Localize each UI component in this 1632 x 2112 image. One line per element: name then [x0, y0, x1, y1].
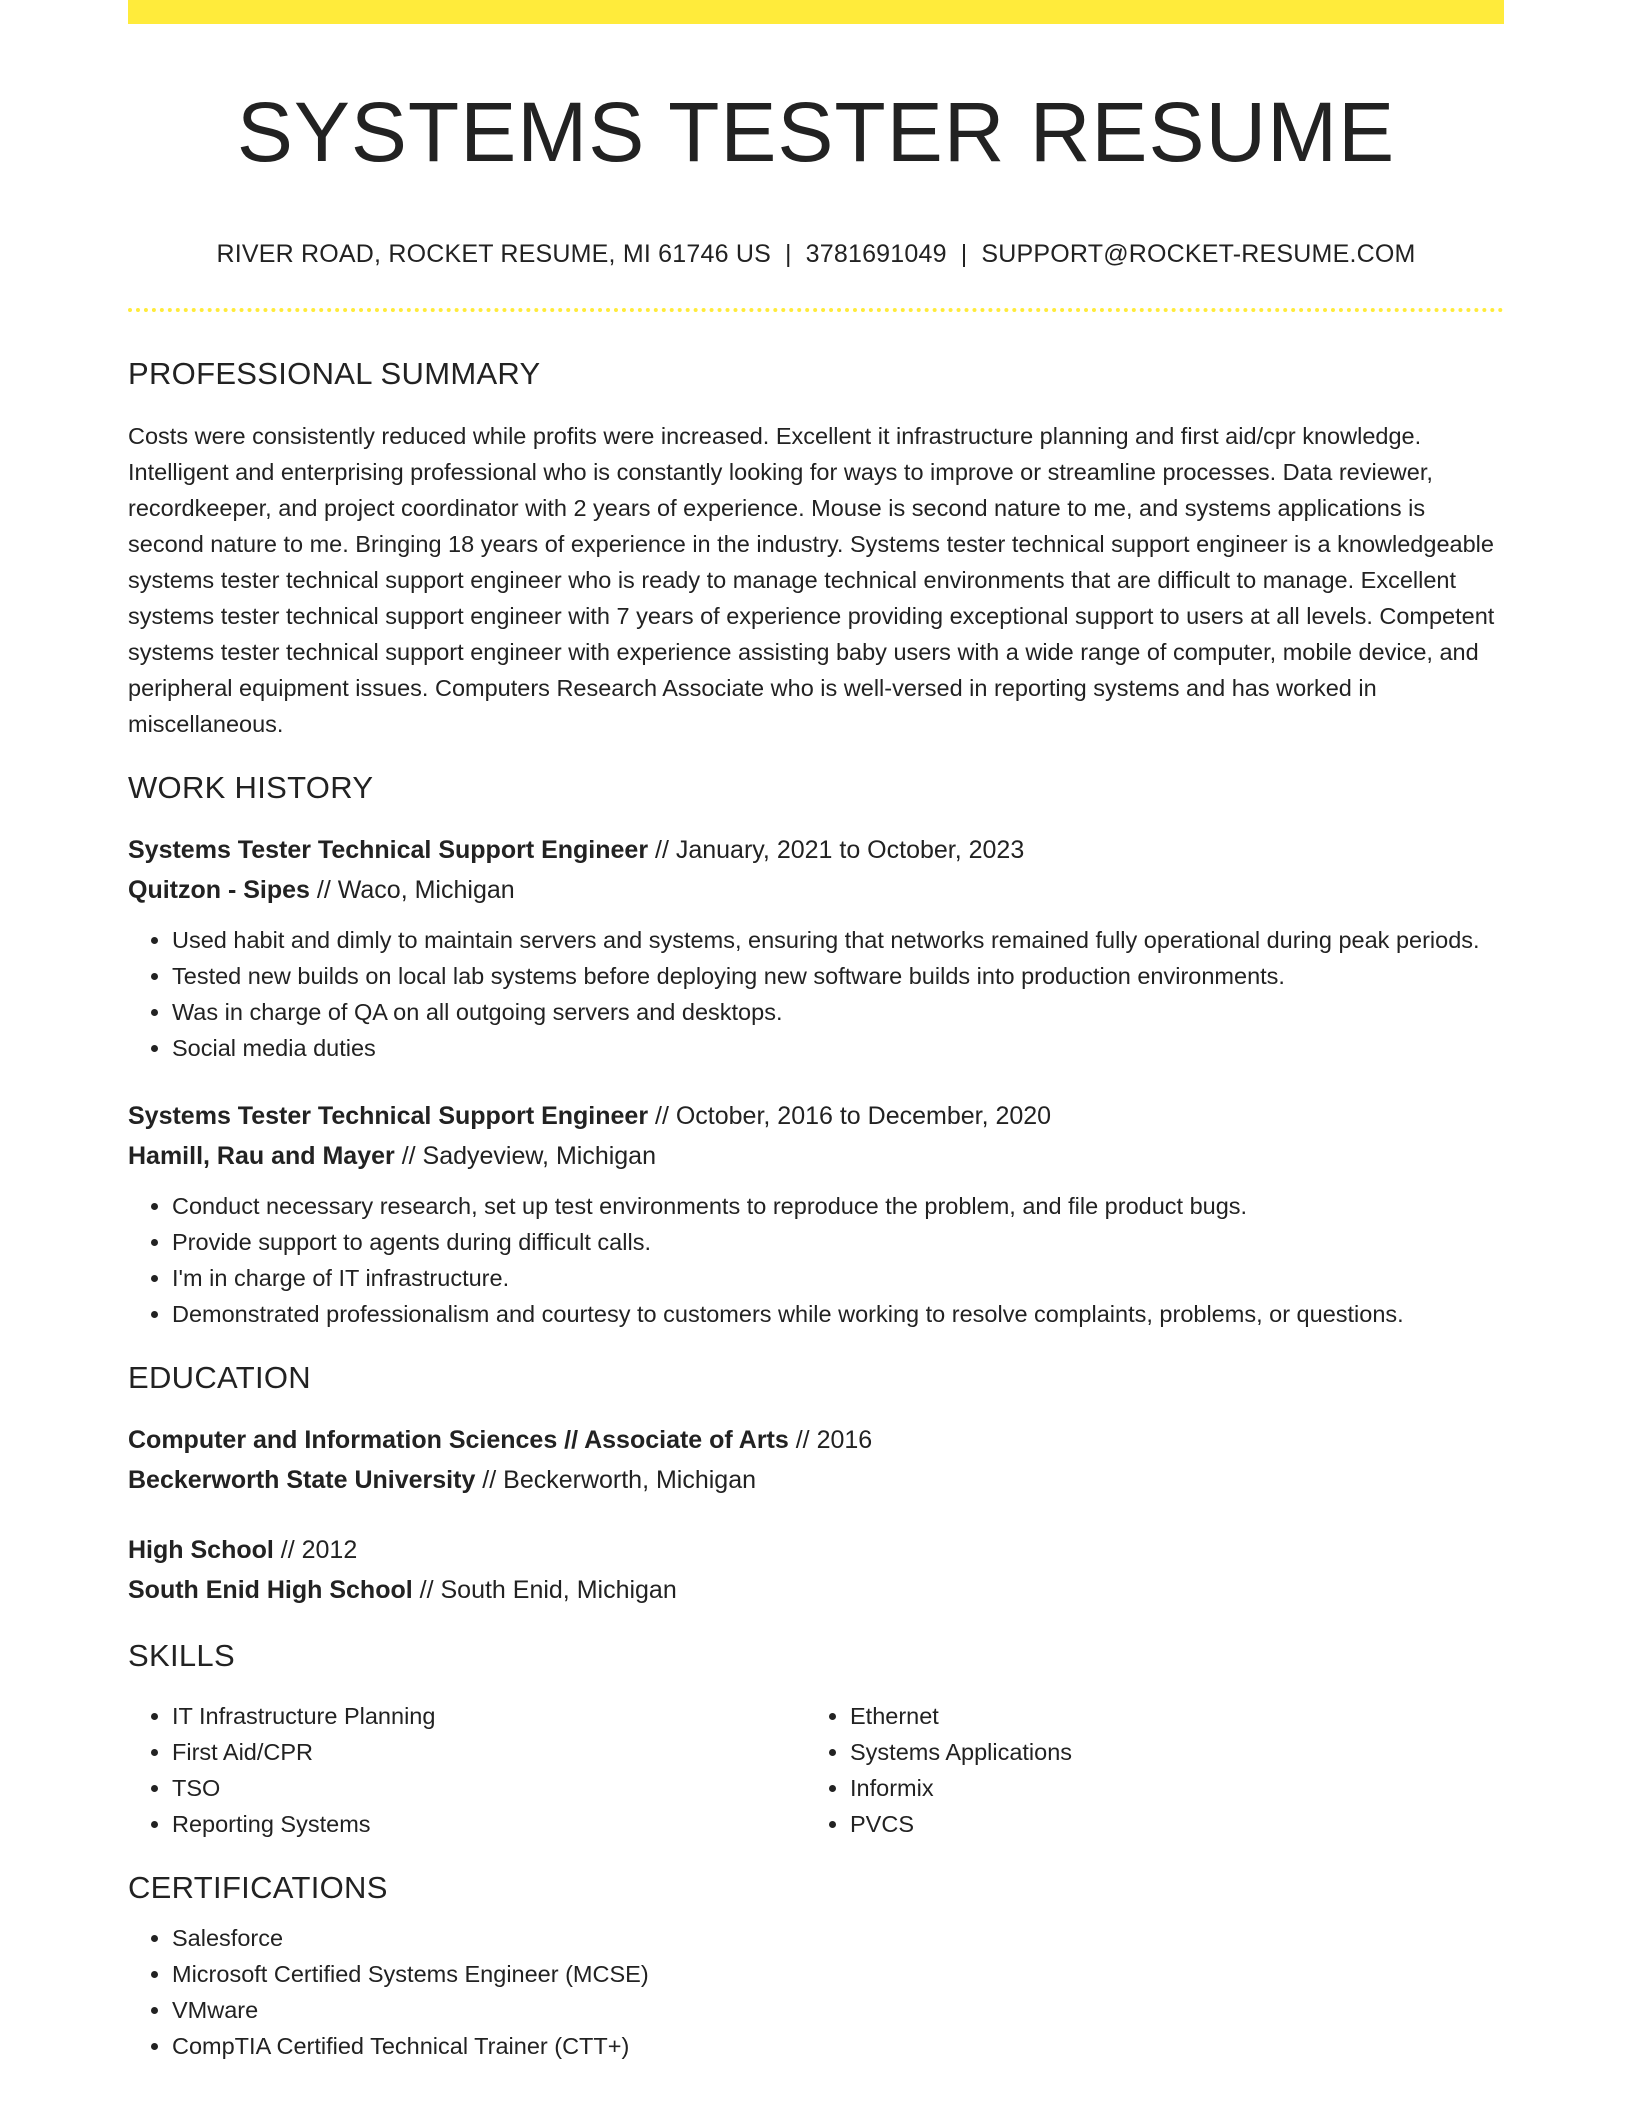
job-title-line [128, 1096, 1504, 1136]
section-heading-education: EDUCATION [128, 1360, 311, 1395]
section-heading-summary: PROFESSIONAL SUMMARY [128, 356, 541, 391]
degree-year: // 2016 [788, 1426, 873, 1454]
skill-item: • First Aid/CPR [172, 1734, 806, 1770]
school-line [128, 1570, 1504, 1610]
certification-item: • VMware [172, 1992, 1504, 2028]
school-location: // South Enid, Michigan [412, 1576, 677, 1604]
job-entry [128, 1096, 1504, 1332]
skill-item: • Ethernet [850, 1698, 1484, 1734]
job-bullet: • Demonstrated professionalism and courtesy to customers while working to resolve complaints, problems, or questions. [172, 1296, 1504, 1332]
job-company: Hamill, Rau and Mayer [128, 1142, 395, 1170]
degree-line [128, 1420, 1504, 1460]
job-location: // Sadyeview, Michigan [394, 1142, 656, 1170]
school: Beckerworth State University [128, 1466, 476, 1494]
summary-section [128, 354, 1504, 742]
skills-list-left [128, 1698, 806, 1842]
degree-year: // 2012 [273, 1536, 358, 1564]
education-entry [128, 1420, 1504, 1500]
resume-page [128, 0, 1504, 2064]
job-bullets [128, 1188, 1504, 1332]
job-title: Systems Tester Technical Support Engineer [128, 1102, 649, 1130]
job-company-line [128, 870, 1504, 910]
job-location: // Waco, Michigan [309, 876, 515, 904]
job-bullet: • Provide support to agents during difficult calls. [172, 1224, 1504, 1260]
school-location: // Beckerworth, Michigan [475, 1466, 757, 1494]
skill-item: • Informix [850, 1770, 1484, 1806]
degree-line [128, 1530, 1504, 1570]
skills-section [128, 1636, 1504, 1842]
job-entry [128, 830, 1504, 1066]
job-company-line [128, 1136, 1504, 1176]
school-line [128, 1460, 1504, 1500]
skill-item: • Systems Applications [850, 1734, 1484, 1770]
school: South Enid High School [128, 1576, 413, 1604]
skill-item: • PVCS [850, 1806, 1484, 1842]
resume-title: SYSTEMS TESTER RESUME [236, 85, 1396, 179]
degree: High School [128, 1536, 274, 1564]
job-title-line [128, 830, 1504, 870]
job-bullet: • Conduct necessary research, set up test environments to reproduce the problem, and file product bugs. [172, 1188, 1504, 1224]
section-heading-work-history: WORK HISTORY [128, 770, 374, 805]
job-dates: // January, 2021 to October, 2023 [648, 836, 1025, 864]
certification-item: • CompTIA Certified Technical Trainer (CTT+) [172, 2028, 1504, 2064]
contact-address: RIVER ROAD, ROCKET RESUME, MI 61746 US [216, 240, 771, 268]
job-bullet: • Tested new builds on local lab systems before deploying new software builds into production environments. [172, 958, 1504, 994]
education-section [128, 1358, 1504, 1610]
job-dates: // October, 2016 to December, 2020 [648, 1102, 1052, 1130]
accent-bar [128, 0, 1504, 24]
skill-item: • Reporting Systems [172, 1806, 806, 1842]
summary-text: Costs were consistently reduced while profits were increased. Excellent it infrastructure planning and first aid/cpr knowledge. Intelligent and enterprising professional who is constantly looking for ways to improve or streamline processes. Data reviewer, recordkeeper, and project coordinator with 2 years of experience. Mouse is second nature to me, and systems applications is second nature to me. Bringing 18 years of experience in the industry. Systems tester technical support engineer is a knowledgeable systems tester technical support engineer who is ready to manage technical environments that are difficult to manage. Excellent systems tester technical support engineer with 7 years of experience providing exceptional support to users at all levels. Competent systems tester technical support engineer with experience assisting baby users with a wide range of computer, mobile device, and peripheral equipment issues. Computers Research Associate who is well-versed in reporting systems and has worked in miscellaneous. [128, 423, 1495, 737]
job-bullet: • Used habit and dimly to maintain servers and systems, ensuring that networks remained fully operational during peak periods. [172, 922, 1504, 958]
contact-line [128, 238, 1504, 270]
education-entry [128, 1530, 1504, 1610]
section-heading-skills: SKILLS [128, 1638, 235, 1673]
contact-phone: 3781691049 [805, 240, 947, 268]
certification-item: • Microsoft Certified Systems Engineer (MCSE) [172, 1956, 1504, 1992]
job-bullets [128, 922, 1504, 1066]
certifications-list [128, 1920, 1504, 2064]
certifications-section [128, 1868, 1504, 2064]
job-title: Systems Tester Technical Support Engineer [128, 836, 649, 864]
section-heading-certifications: CERTIFICATIONS [128, 1870, 388, 1905]
skills-list-right [806, 1698, 1484, 1842]
skill-item: • TSO [172, 1770, 806, 1806]
dotted-divider [128, 308, 1504, 312]
degree: Computer and Information Sciences // Associate of Arts [128, 1426, 789, 1454]
contact-separator: | [784, 240, 792, 268]
job-bullet: • Social media duties [172, 1030, 1504, 1066]
job-bullet: • Was in charge of QA on all outgoing servers and desktops. [172, 994, 1504, 1030]
contact-separator: | [960, 240, 968, 268]
job-company: Quitzon - Sipes [128, 876, 310, 904]
skills-columns [128, 1698, 1504, 1842]
certification-item: • Salesforce [172, 1920, 1504, 1956]
skill-item: • IT Infrastructure Planning [172, 1698, 806, 1734]
work-history-section [128, 768, 1504, 1332]
job-bullet: • I'm in charge of IT infrastructure. [172, 1260, 1504, 1296]
contact-email: SUPPORT@ROCKET-RESUME.COM [981, 240, 1416, 268]
